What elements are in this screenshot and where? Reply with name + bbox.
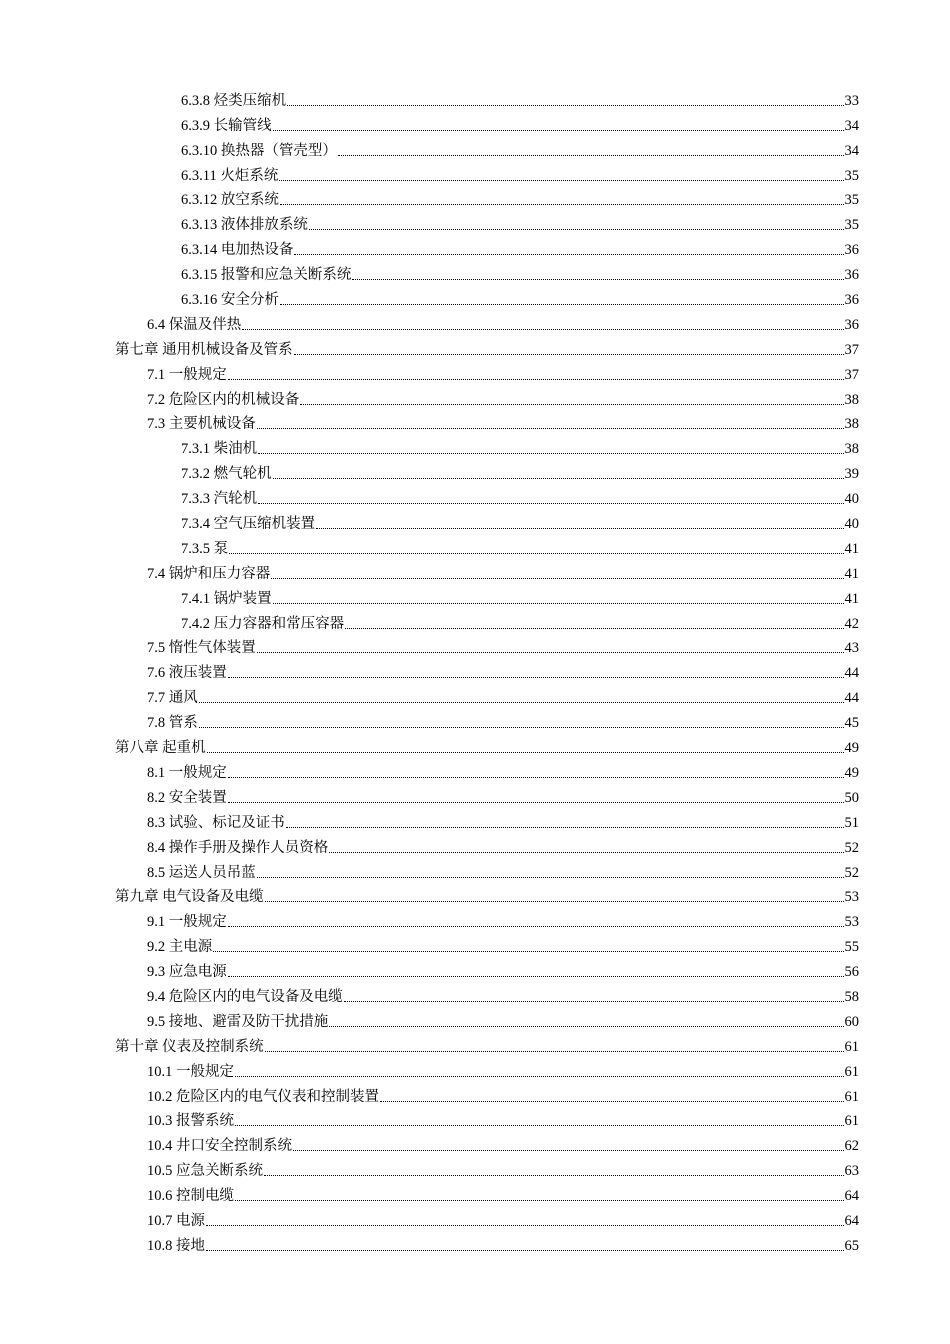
toc-entry[interactable]: [0, 211, 950, 236]
toc-entry[interactable]: [0, 1108, 950, 1133]
toc-page-number[interactable]: 39: [844, 466, 859, 483]
toc-page-number[interactable]: 34: [844, 117, 859, 134]
toc-page-number[interactable]: 33: [844, 92, 859, 109]
toc-dot-leader: [228, 777, 844, 778]
toc-entry-line[interactable]: [147, 1157, 859, 1182]
toc-page-number[interactable]: 55: [844, 939, 859, 956]
toc-dot-leader: [213, 951, 843, 952]
toc-entry-line[interactable]: [181, 87, 859, 112]
toc-entry[interactable]: [0, 859, 950, 884]
toc-dot-leader: [258, 503, 843, 504]
toc-dot-leader: [280, 204, 844, 205]
toc-entry[interactable]: [0, 411, 950, 436]
toc-page-number[interactable]: 50: [844, 789, 859, 806]
toc-entry[interactable]: [0, 361, 950, 386]
toc-dot-leader: [265, 901, 844, 902]
table-of-contents: [0, 87, 950, 1257]
toc-page-number[interactable]: 41: [844, 540, 859, 557]
toc-dot-leader: [329, 1026, 843, 1027]
toc-dot-leader: [228, 379, 844, 380]
toc-dot-leader: [258, 453, 843, 454]
toc-entry[interactable]: [0, 435, 950, 460]
toc-page-number[interactable]: 35: [844, 217, 859, 234]
toc-entry-title[interactable]: 6.3.10 换热器（管壳型）: [181, 142, 337, 159]
toc-entry[interactable]: [0, 983, 950, 1008]
toc-entry-line[interactable]: [181, 585, 859, 610]
toc-entry-title[interactable]: 6.4 保温及伴热: [147, 316, 242, 333]
toc-entry-title[interactable]: 6.3.12 放空系统: [181, 192, 279, 209]
toc-entry-title[interactable]: 7.2 危险区内的机械设备: [147, 391, 300, 408]
toc-entry[interactable]: [0, 336, 950, 361]
toc-entry[interactable]: [0, 759, 950, 784]
toc-dot-leader: [257, 428, 844, 429]
toc-dot-leader: [345, 628, 843, 629]
toc-entry-title[interactable]: 9.5 接地、避雷及防干扰措施: [147, 1013, 329, 1030]
toc-dot-leader: [229, 553, 843, 554]
toc-dot-leader: [273, 478, 844, 479]
toc-page-number[interactable]: 38: [844, 391, 859, 408]
toc-entry[interactable]: [0, 137, 950, 162]
toc-dot-leader: [228, 802, 844, 803]
toc-dot-leader: [309, 229, 844, 230]
toc-dot-leader: [235, 1076, 844, 1077]
toc-page-number[interactable]: 45: [844, 715, 859, 732]
toc-page-number[interactable]: 37: [844, 341, 859, 358]
toc-page-number[interactable]: 52: [844, 839, 859, 856]
toc-dot-leader: [286, 827, 844, 828]
toc-entry-title[interactable]: 7.3.5 泵: [181, 540, 229, 557]
toc-page-number[interactable]: 38: [844, 416, 859, 433]
toc-entry[interactable]: [0, 286, 950, 311]
toc-entry-line[interactable]: [147, 1132, 859, 1157]
toc-entry-line[interactable]: [147, 659, 859, 684]
toc-entry-title[interactable]: 7.5 惰性气体装置: [147, 640, 256, 657]
toc-dot-leader: [235, 1125, 844, 1126]
toc-entry[interactable]: [0, 1132, 950, 1157]
toc-dot-leader: [271, 578, 843, 579]
toc-entry[interactable]: [0, 659, 950, 684]
toc-entry-line[interactable]: [147, 411, 859, 436]
toc-entry-line[interactable]: [147, 834, 859, 859]
toc-entry-line[interactable]: [147, 1182, 859, 1207]
toc-entry[interactable]: [0, 884, 950, 909]
toc-dot-leader: [199, 727, 844, 728]
toc-entry-title[interactable]: 10.3 报警系统: [147, 1113, 234, 1130]
toc-dot-leader: [294, 254, 843, 255]
toc-page-number[interactable]: 40: [844, 491, 859, 508]
toc-entry-title[interactable]: 6.3.14 电加热设备: [181, 242, 294, 259]
toc-dot-leader: [300, 404, 843, 405]
toc-dot-leader: [228, 677, 844, 678]
toc-dot-leader: [273, 130, 844, 131]
toc-entry-title[interactable]: 7.1 一般规定: [147, 366, 227, 383]
toc-page-number[interactable]: 49: [844, 740, 859, 757]
toc-entry-line[interactable]: [147, 958, 859, 983]
toc-dot-leader: [329, 852, 843, 853]
toc-entry[interactable]: [0, 261, 950, 286]
toc-dot-leader: [257, 652, 844, 653]
toc-entry-line[interactable]: [181, 162, 859, 187]
toc-entry-line[interactable]: [181, 187, 859, 212]
toc-entry-line[interactable]: [115, 734, 859, 759]
toc-dot-leader: [273, 603, 844, 604]
toc-entry-line[interactable]: [147, 1108, 859, 1133]
toc-dot-leader: [280, 304, 844, 305]
toc-entry[interactable]: [0, 386, 950, 411]
toc-entry-title[interactable]: 9.4 危险区内的电气设备及电缆: [147, 988, 343, 1005]
toc-entry[interactable]: [0, 1008, 950, 1033]
toc-entry-line[interactable]: [147, 1083, 859, 1108]
toc-page-number[interactable]: 53: [844, 914, 859, 931]
toc-page-number[interactable]: 61: [844, 1088, 859, 1105]
toc-page-number[interactable]: 35: [844, 167, 859, 184]
toc-entry[interactable]: [0, 1232, 950, 1257]
toc-entry-line[interactable]: [181, 236, 859, 261]
toc-entry-title[interactable]: 6.3.11 火炬系统: [181, 167, 279, 184]
toc-page-number[interactable]: 58: [844, 988, 859, 1005]
toc-entry[interactable]: [0, 635, 950, 660]
toc-dot-leader: [264, 1175, 844, 1176]
toc-entry[interactable]: [0, 709, 950, 734]
toc-dot-leader: [257, 877, 844, 878]
toc-entry[interactable]: [0, 734, 950, 759]
toc-entry-title[interactable]: 第七章 通用机械设备及管系: [115, 341, 293, 358]
toc-page-number[interactable]: 36: [844, 242, 859, 259]
toc-entry[interactable]: [0, 933, 950, 958]
toc-entry-line[interactable]: [115, 884, 859, 909]
toc-list: [0, 87, 950, 1257]
toc-page-number[interactable]: 65: [844, 1237, 859, 1254]
toc-entry-line[interactable]: [147, 1058, 859, 1083]
toc-page-number[interactable]: 42: [844, 615, 859, 632]
toc-dot-leader: [265, 1051, 844, 1052]
toc-entry[interactable]: [0, 684, 950, 709]
toc-entry-line[interactable]: [115, 336, 859, 361]
toc-entry[interactable]: [0, 460, 950, 485]
toc-page-number[interactable]: 41: [844, 565, 859, 582]
toc-entry-line[interactable]: [147, 809, 859, 834]
toc-entry-title[interactable]: 第十章 仪表及控制系统: [115, 1038, 264, 1055]
toc-dot-leader: [316, 528, 843, 529]
toc-entry[interactable]: [0, 112, 950, 137]
toc-dot-leader: [279, 180, 843, 181]
toc-entry[interactable]: [0, 535, 950, 560]
toc-page-number[interactable]: 53: [844, 889, 859, 906]
toc-entry-line[interactable]: [147, 1232, 859, 1257]
toc-entry-line[interactable]: [181, 112, 859, 137]
toc-entry-title[interactable]: 10.7 电源: [147, 1212, 205, 1229]
toc-entry-line[interactable]: [147, 1207, 859, 1232]
toc-entry-line[interactable]: [181, 510, 859, 535]
toc-page-number[interactable]: 61: [844, 1038, 859, 1055]
toc-dot-leader: [287, 105, 843, 106]
toc-entry[interactable]: [0, 585, 950, 610]
toc-entry-line[interactable]: [147, 684, 859, 709]
toc-page-number[interactable]: 49: [844, 764, 859, 781]
toc-entry-title[interactable]: 6.3.8 烃类压缩机: [181, 92, 287, 109]
toc-dot-leader: [207, 752, 844, 753]
toc-entry[interactable]: [0, 187, 950, 212]
toc-page-number[interactable]: 63: [844, 1163, 859, 1180]
toc-entry-title[interactable]: 10.6 控制电缆: [147, 1188, 234, 1205]
toc-entry[interactable]: [0, 510, 950, 535]
toc-page-number[interactable]: 41: [844, 590, 859, 607]
toc-page-number[interactable]: 64: [844, 1212, 859, 1229]
toc-page-number[interactable]: 37: [844, 366, 859, 383]
toc-page-number[interactable]: 61: [844, 1113, 859, 1130]
toc-entry[interactable]: [0, 610, 950, 635]
toc-page-number[interactable]: 64: [844, 1188, 859, 1205]
toc-page-number[interactable]: 40: [844, 516, 859, 533]
toc-page-number[interactable]: 44: [844, 665, 859, 682]
toc-entry-title[interactable]: 7.3 主要机械设备: [147, 416, 256, 433]
toc-entry-title[interactable]: 8.5 运送人员吊蓝: [147, 864, 256, 881]
toc-page-number[interactable]: 60: [844, 1013, 859, 1030]
toc-page-number[interactable]: 36: [844, 292, 859, 309]
toc-entry[interactable]: [0, 236, 950, 261]
toc-dot-leader: [344, 1001, 844, 1002]
toc-entry-title[interactable]: 8.2 安全装置: [147, 789, 227, 806]
toc-entry-title[interactable]: 9.2 主电源: [147, 939, 213, 956]
toc-dot-leader: [206, 1225, 844, 1226]
toc-entry-line[interactable]: [181, 286, 859, 311]
toc-entry-line[interactable]: [181, 535, 859, 560]
toc-entry-title[interactable]: 9.1 一般规定: [147, 914, 227, 931]
toc-entry-title[interactable]: 8.4 操作手册及操作人员资格: [147, 839, 329, 856]
toc-entry-line[interactable]: [147, 784, 859, 809]
toc-entry-title[interactable]: 10.8 接地: [147, 1237, 205, 1254]
toc-page-number[interactable]: 62: [844, 1138, 859, 1155]
toc-entry-line[interactable]: [147, 933, 859, 958]
toc-entry[interactable]: [0, 958, 950, 983]
toc-page-number[interactable]: 36: [844, 267, 859, 284]
toc-dot-leader: [228, 976, 844, 977]
toc-entry-line[interactable]: [147, 560, 859, 585]
toc-entry[interactable]: [0, 485, 950, 510]
toc-entry-title[interactable]: 7.3.3 汽轮机: [181, 491, 258, 508]
toc-dot-leader: [352, 279, 843, 280]
toc-entry-title[interactable]: 第九章 电气设备及电缆: [115, 889, 264, 906]
toc-entry-title[interactable]: 9.3 应急电源: [147, 964, 227, 981]
toc-entry[interactable]: [0, 1157, 950, 1182]
toc-entry[interactable]: [0, 809, 950, 834]
toc-entry[interactable]: [0, 560, 950, 585]
toc-entry[interactable]: [0, 784, 950, 809]
toc-entry[interactable]: [0, 908, 950, 933]
toc-page-number[interactable]: 43: [844, 640, 859, 657]
toc-entry-line[interactable]: [147, 709, 859, 734]
toc-entry-line[interactable]: [147, 859, 859, 884]
toc-entry-title[interactable]: 7.4.1 锅炉装置: [181, 590, 272, 607]
toc-entry-title[interactable]: 6.3.9 长输管线: [181, 117, 272, 134]
toc-entry-line[interactable]: [147, 311, 859, 336]
toc-entry-title[interactable]: 10.1 一般规定: [147, 1063, 234, 1080]
toc-entry-title[interactable]: 10.4 井口安全控制系统: [147, 1138, 292, 1155]
toc-entry[interactable]: [0, 1182, 950, 1207]
toc-entry-title[interactable]: 7.7 通风: [147, 690, 198, 707]
toc-page-number[interactable]: 56: [844, 964, 859, 981]
toc-entry-title[interactable]: 7.4.2 压力容器和常压容器: [181, 615, 345, 632]
toc-dot-leader: [206, 1250, 844, 1251]
toc-entry-line[interactable]: [147, 361, 859, 386]
toc-entry-line[interactable]: [181, 485, 859, 510]
toc-dot-leader: [199, 702, 844, 703]
toc-entry-title[interactable]: 10.5 应急关断系统: [147, 1163, 263, 1180]
toc-entry-title[interactable]: 7.6 液压装置: [147, 665, 227, 682]
toc-entry-title[interactable]: 7.3.2 燃气轮机: [181, 466, 272, 483]
toc-entry-title[interactable]: 8.3 试验、标记及证书: [147, 814, 285, 831]
toc-entry-line[interactable]: [181, 261, 859, 286]
toc-page-number[interactable]: 34: [844, 142, 859, 159]
toc-entry-title[interactable]: 8.1 一般规定: [147, 764, 227, 781]
toc-dot-leader: [338, 155, 844, 156]
toc-entry[interactable]: [0, 834, 950, 859]
toc-entry-line[interactable]: [147, 635, 859, 660]
toc-entry-line[interactable]: [181, 137, 859, 162]
toc-dot-leader: [380, 1101, 844, 1102]
toc-dot-leader: [228, 926, 844, 927]
toc-entry-line[interactable]: [147, 908, 859, 933]
toc-entry-line[interactable]: [181, 460, 859, 485]
toc-page-number[interactable]: 36: [844, 316, 859, 333]
toc-dot-leader: [235, 1200, 844, 1201]
toc-dot-leader: [242, 329, 843, 330]
toc-entry-line[interactable]: [181, 610, 859, 635]
toc-entry-line[interactable]: [115, 1033, 859, 1058]
toc-page-number[interactable]: 51: [844, 814, 859, 831]
toc-dot-leader: [293, 1150, 844, 1151]
toc-entry-line[interactable]: [181, 435, 859, 460]
toc-entry-title[interactable]: 6.3.13 液体排放系统: [181, 217, 308, 234]
toc-entry-line[interactable]: [147, 1008, 859, 1033]
toc-entry-title[interactable]: 7.3.1 柴油机: [181, 441, 258, 458]
toc-entry-title[interactable]: 10.2 危险区内的电气仪表和控制装置: [147, 1088, 379, 1105]
toc-entry-title[interactable]: 7.8 管系: [147, 715, 198, 732]
toc-entry-line[interactable]: [181, 211, 859, 236]
toc-page-number[interactable]: 38: [844, 441, 859, 458]
toc-page-number[interactable]: 44: [844, 690, 859, 707]
toc-page-number[interactable]: 52: [844, 864, 859, 881]
toc-entry-title[interactable]: 第八章 起重机: [115, 740, 206, 757]
toc-entry-title[interactable]: 6.3.16 安全分析: [181, 292, 279, 309]
toc-dot-leader: [294, 354, 844, 355]
toc-page-number[interactable]: 61: [844, 1063, 859, 1080]
toc-entry-title[interactable]: 7.4 锅炉和压力容器: [147, 565, 271, 582]
toc-entry[interactable]: [0, 311, 950, 336]
toc-entry[interactable]: [0, 1033, 950, 1058]
toc-entry-line[interactable]: [147, 759, 859, 784]
toc-entry-title[interactable]: 7.3.4 空气压缩机装置: [181, 516, 316, 533]
toc-entry[interactable]: [0, 1058, 950, 1083]
toc-entry[interactable]: [0, 87, 950, 112]
toc-entry[interactable]: [0, 1207, 950, 1232]
toc-entry-line[interactable]: [147, 386, 859, 411]
toc-entry-title[interactable]: 6.3.15 报警和应急关断系统: [181, 267, 352, 284]
toc-page-number[interactable]: 35: [844, 192, 859, 209]
toc-entry-line[interactable]: [147, 983, 859, 1008]
toc-entry[interactable]: [0, 162, 950, 187]
toc-entry[interactable]: [0, 1083, 950, 1108]
